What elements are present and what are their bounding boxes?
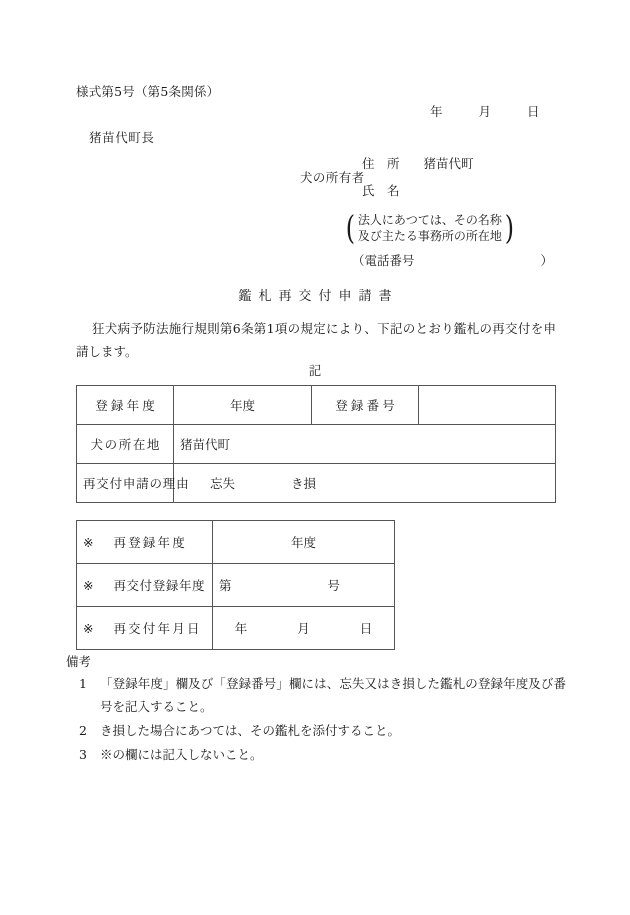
table-row — [77, 386, 556, 425]
remark-number: 3 — [79, 747, 87, 762]
official-mark-icon: ※ — [83, 621, 94, 636]
ki-mark: 記 — [308, 363, 322, 378]
reason-option-damaged[interactable]: き損 — [290, 476, 316, 491]
cell-value-registration-year[interactable]: 年度 — [174, 386, 312, 425]
cell-label-reason: 再交付申請の理由 — [77, 464, 174, 503]
corporation-note-lines — [357, 210, 503, 246]
reason-option-lost[interactable]: 忘失 — [209, 476, 235, 491]
bracket-open-icon: ( — [345, 208, 356, 247]
remark-text: 「登録年度」欄及び「登録番号」欄には、忘失又はき損した鑑札の登録年度及び番号を記入すること。 — [100, 676, 566, 714]
cell-value-reason — [174, 464, 556, 503]
corporation-note-line-2: 及び主たる事務所の所在地 — [357, 229, 502, 243]
cell-label-reissue-date — [77, 607, 213, 650]
owner-address-label: 住 所 — [362, 156, 400, 171]
date-line — [430, 102, 539, 120]
cell-label-reregistration-year — [77, 521, 213, 564]
cell-label-dog-location: 犬の所在地 — [77, 425, 174, 464]
owner-address-value: 猪苗代町 — [423, 156, 474, 171]
cell-value-reissue-registration-number[interactable] — [213, 564, 395, 607]
owner-address-row — [362, 154, 474, 172]
remark-text: ※の欄には記入しないこと。 — [100, 747, 263, 762]
phone-number-row — [352, 251, 553, 269]
remark-item — [66, 672, 566, 718]
cell-value-reissue-date[interactable] — [213, 607, 395, 650]
cell-value-dog-location[interactable]: 猪苗代町 — [174, 425, 556, 464]
reissue-registration-year-label: 再交付登録年度 — [113, 578, 206, 593]
official-mark-icon: ※ — [83, 578, 94, 593]
owner-group-label: 犬の所有者 — [300, 170, 365, 185]
date-day-label: 日 — [526, 104, 540, 119]
table-row — [77, 425, 556, 464]
cell-value-reregistration-year[interactable]: 年度 — [213, 521, 395, 564]
date-year-label: 年 — [430, 104, 443, 119]
remarks-section — [66, 652, 566, 767]
cell-label-registration-number: 登録番号 — [312, 386, 419, 425]
remark-item — [66, 719, 566, 742]
document-title: 鑑札再交付申請書 — [238, 289, 399, 304]
remark-number: 2 — [79, 723, 87, 738]
reissue-day-label: 日 — [359, 621, 373, 636]
phone-paren-close: ） — [540, 253, 553, 268]
phone-label: （電話番号 — [352, 253, 415, 268]
number-prefix: 第 — [219, 578, 232, 593]
remark-number: 1 — [79, 676, 87, 691]
cell-label-registration-year: 登録年度 — [77, 386, 174, 425]
reregistration-year-label: 再登録年度 — [113, 535, 187, 550]
cell-value-registration-number[interactable] — [419, 386, 556, 425]
date-month-label: 月 — [478, 104, 491, 119]
official-use-table — [76, 520, 395, 650]
bracket-close-icon: ) — [504, 208, 514, 247]
remarks-title: 備考 — [66, 654, 92, 669]
table-row — [77, 564, 395, 607]
number-suffix: 号 — [327, 578, 340, 593]
reissue-date-label: 再交付年月日 — [113, 621, 202, 636]
form-number: 様式第5号（第5条関係） — [76, 84, 220, 99]
addressee-mayor: 猪苗代町長 — [89, 130, 155, 145]
owner-name-label: 氏 名 — [362, 183, 400, 198]
table-row — [77, 607, 395, 650]
corporation-note — [344, 210, 516, 246]
table-row — [77, 464, 556, 503]
owner-name-row — [362, 181, 400, 199]
body-paragraph: 狂犬病予防法施行規則第6条第1項の規定により、下記のとおり鑑札の再交付を申請します。 — [76, 321, 556, 359]
cell-label-reissue-registration-year — [77, 564, 213, 607]
corporation-note-line-1: 法人にあつては、その名称 — [357, 213, 502, 227]
registration-table — [76, 385, 556, 503]
reissue-year-label: 年 — [234, 621, 248, 636]
official-mark-icon: ※ — [83, 535, 94, 550]
table-row — [77, 521, 395, 564]
remark-text: き損した場合にあつては、その鑑札を添付すること。 — [100, 723, 401, 738]
reissue-month-label: 月 — [297, 621, 310, 636]
remark-item — [66, 743, 566, 766]
